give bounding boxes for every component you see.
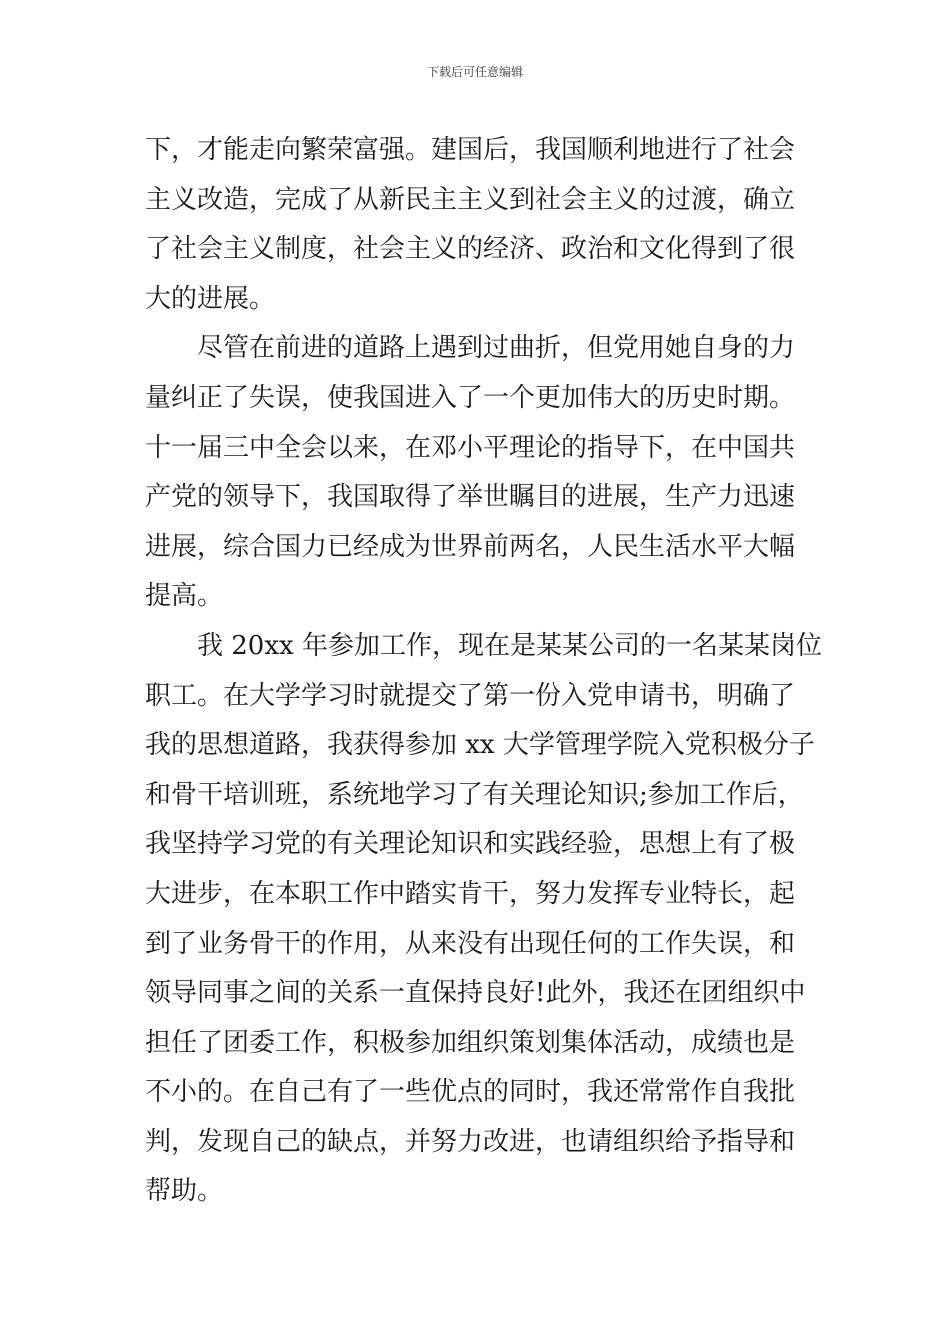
text-line: 职工。在大学学习时就提交了第一份入党申请书，明确了: [145, 680, 796, 711]
text-line: 提高。: [145, 581, 224, 612]
document-body: [145, 126, 822, 1217]
text-line: 了社会主义制度，社会主义的经济、政治和文化得到了很: [145, 234, 796, 265]
text-line: 领导同事之间的关系一直保持良好!此外，我还在团组织中: [145, 978, 806, 1009]
paragraph-2: [145, 324, 815, 622]
text-line: 判，发现自己的缺点，并努力改进，也请组织给予指导和: [145, 1126, 796, 1157]
text-line: 我 20xx 年参加工作，现在是某某公司的一名某某岗位: [197, 630, 822, 661]
text-line: 量纠正了失误，使我国进入了一个更加伟大的历史时期。: [145, 382, 796, 413]
text-line: 十一届三中全会以来，在邓小平理论的指导下，在中国共: [145, 432, 796, 463]
text-line: 尽管在前进的道路上遇到过曲折，但党用她自身的力: [197, 333, 796, 364]
paragraph-1: [145, 126, 815, 324]
text-line: 不小的。在自己有了一些优点的同时，我还常常作自我批: [145, 1077, 796, 1108]
text-line: 进展，综合国力已经成为世界前两名，人民生活水平大幅: [145, 531, 796, 562]
text-line: 我的思想道路，我获得参加 xx 大学管理学院入党积极分子: [145, 730, 815, 761]
text-line: 大进步，在本职工作中踏实肯干，努力发挥专业特长，起: [145, 878, 796, 909]
text-line: 产党的领导下，我国取得了举世瞩目的进展，生产力迅速: [145, 482, 796, 513]
text-line: 到了业务骨干的作用，从来没有出现任何的工作失误，和: [145, 928, 796, 959]
text-line: 帮助。: [145, 1176, 224, 1207]
text-line: 主义改造，完成了从新民主主义到社会主义的过渡，确立: [145, 184, 796, 215]
text-line: 下，才能走向繁荣富强。建国后，我国顺利地进行了社会: [145, 135, 796, 165]
text-line: 和骨干培训班，系统地学习了有关理论知识;参加工作后，: [145, 779, 804, 810]
text-line: 大的进展。: [145, 283, 276, 314]
paragraph-3: [145, 622, 822, 1217]
text-line: 担任了团委工作，积极参加组织策划集体活动，成绩也是: [145, 1027, 796, 1058]
text-line: 我坚持学习党的有关理论知识和实践经验，思想上有了极: [145, 829, 796, 860]
page-header: 下载后可任意编辑: [426, 65, 523, 79]
